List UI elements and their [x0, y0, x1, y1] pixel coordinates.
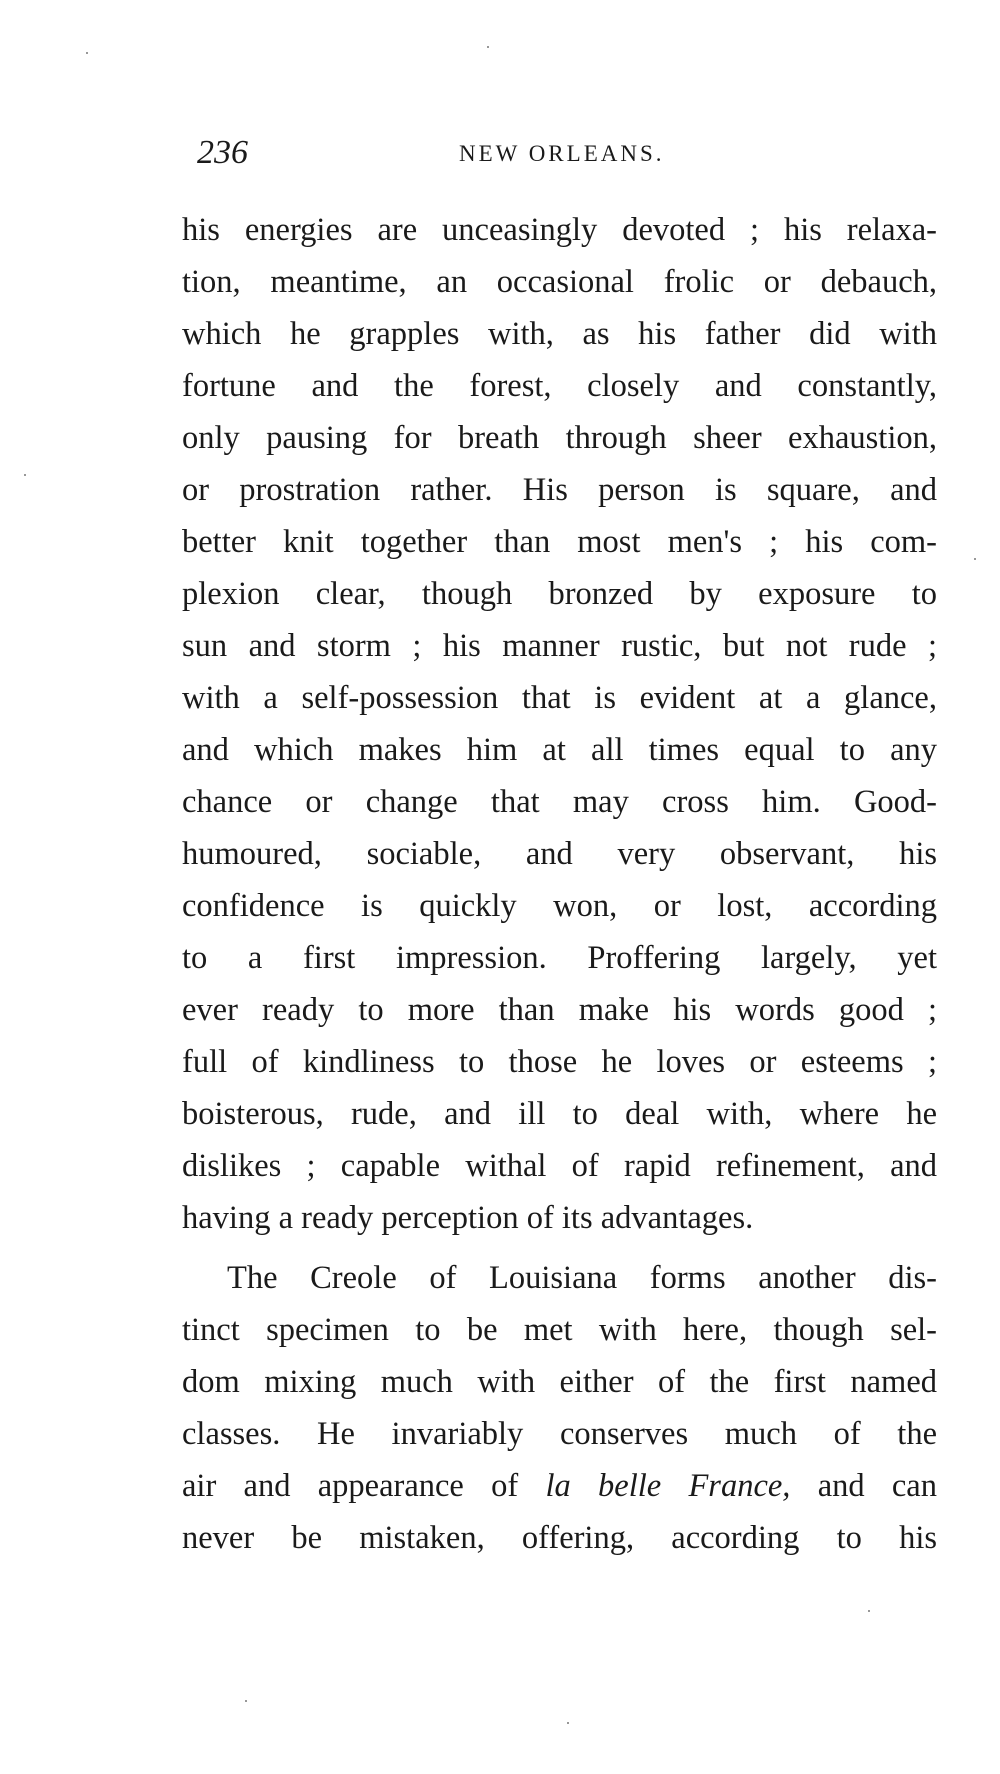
paper-speck	[245, 1700, 247, 1702]
text-line: confidence is quickly won, or lost, according	[182, 888, 937, 924]
body-text	[182, 204, 937, 1564]
text-line: never be mistaken, offering, according to his	[182, 1520, 937, 1556]
paper-speck	[86, 52, 88, 54]
paper-speck	[567, 1722, 569, 1724]
text-line: full of kindliness to those he loves or esteems ;	[182, 1044, 937, 1080]
text-line: ever ready to more than make his words good ;	[182, 992, 937, 1028]
text-line: sun and storm ; his manner rustic, but not rude ;	[182, 628, 937, 664]
text-line: tinct specimen to be met with here, though sel-	[182, 1312, 937, 1348]
text-line: dom mixing much with either of the first named	[182, 1364, 937, 1400]
paragraph-1	[182, 204, 937, 1244]
paper-speck	[487, 46, 489, 48]
paper-speck	[868, 1610, 870, 1612]
text-line: to a first impression. Proffering largely, yet	[182, 940, 937, 976]
text-line: plexion clear, though bronzed by exposure to	[182, 576, 937, 612]
text-line: dislikes ; capable withal of rapid refinement, and	[182, 1148, 937, 1184]
text-segment: air and appearance of	[182, 1468, 546, 1504]
text-line: and which makes him at all times equal to any	[182, 732, 937, 768]
page-number: 236	[197, 134, 248, 171]
italic-phrase: la belle France,	[545, 1468, 791, 1504]
text-line: only pausing for breath through sheer exhaustion,	[182, 420, 937, 456]
running-title: NEW ORLEANS.	[459, 141, 665, 166]
text-line: tion, meantime, an occasional frolic or debauch,	[182, 264, 937, 300]
text-line: or prostration rather. His person is square, and	[182, 472, 937, 508]
text-line-with-italic	[182, 1460, 937, 1512]
text-line: with a self-possession that is evident at a glance,	[182, 680, 937, 716]
text-line: better knit together than most men's ; his com-	[182, 524, 937, 560]
page-header	[197, 133, 937, 173]
paragraph-2	[182, 1252, 937, 1564]
text-line: having a ready perception of its advantages.	[182, 1200, 754, 1236]
text-line: his energies are unceasingly devoted ; his relaxa-	[182, 212, 937, 248]
text-line: classes. He invariably conserves much of the	[182, 1416, 937, 1452]
text-segment: and can	[790, 1468, 937, 1504]
paper-speck	[974, 558, 976, 560]
text-line: which he grapples with, as his father did with	[182, 316, 937, 352]
text-line: chance or change that may cross him. Good-	[182, 784, 937, 820]
text-line: fortune and the forest, closely and constantly,	[182, 368, 937, 404]
text-line: The Creole of Louisiana forms another dis-	[227, 1260, 937, 1296]
text-line: boisterous, rude, and ill to deal with, where he	[182, 1096, 937, 1132]
text-line: humoured, sociable, and very observant, his	[182, 836, 937, 872]
paper-speck	[24, 474, 26, 476]
